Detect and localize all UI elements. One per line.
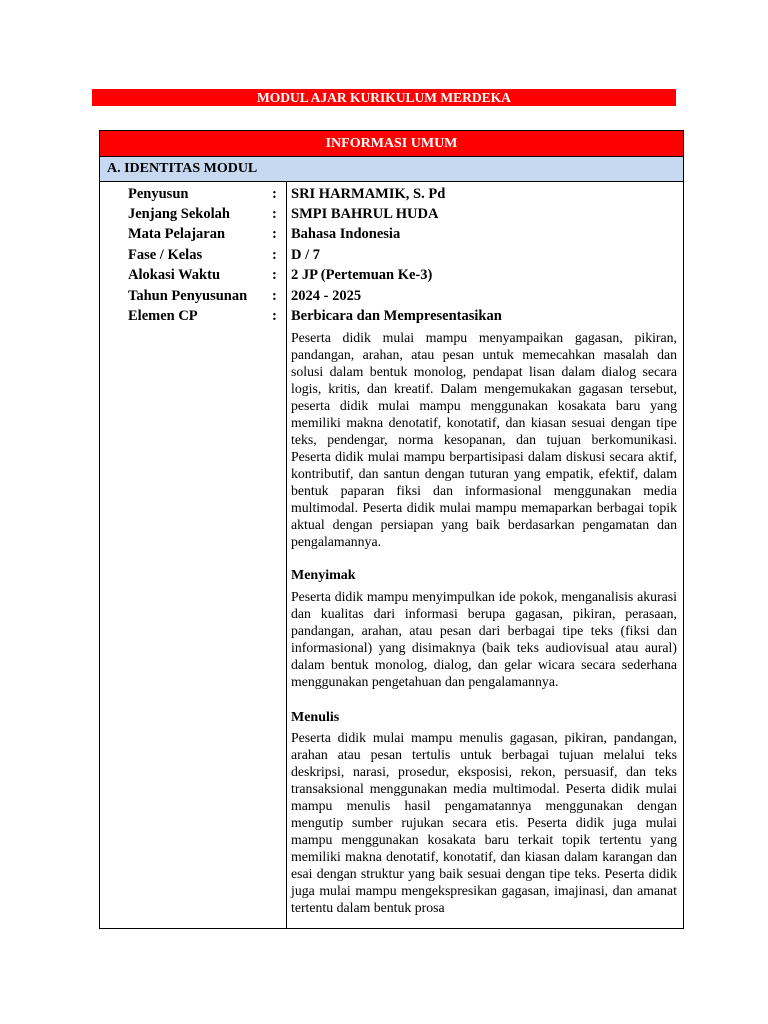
field-colon: : (272, 267, 277, 283)
cp-menyimak-heading: Menyimak (291, 568, 356, 583)
field-label: Tahun Penyusunan (128, 288, 248, 304)
identity-row-mata-pelajaran (100, 224, 684, 244)
field-label: Penyusun (128, 186, 189, 202)
field-value: 2024 - 2025 (291, 288, 362, 304)
field-value: Berbicara dan Mempresentasikan (291, 308, 502, 324)
field-colon: : (272, 288, 277, 304)
field-colon: : (272, 247, 277, 263)
field-value: Bahasa Indonesia (291, 226, 401, 242)
identity-row-jenjang-sekolah (100, 204, 684, 224)
field-colon: : (272, 226, 277, 242)
field-value: 2 JP (Pertemuan Ke-3) (291, 267, 433, 283)
info-table (99, 130, 684, 929)
document-title-banner: MODUL AJAR KURIKULUM MERDEKA (92, 89, 676, 106)
identity-row-alokasi-waktu (100, 265, 684, 285)
section-header: INFORMASI UMUM (100, 131, 683, 157)
identity-row-tahun-penyusunan (100, 286, 684, 306)
identity-row-penyusun (100, 184, 684, 204)
field-label: Elemen CP (128, 308, 198, 324)
identity-row-fase-kelas (100, 245, 684, 265)
field-label: Fase / Kelas (128, 247, 203, 263)
cp-berbicara-paragraph: Peserta didik mulai mampu menyampaikan gagasan, pikiran, pandangan, arahan, atau pesan untuk memecahkan masalah dan solusi dalam bentuk monolog, pendapat lisan dalam dialog secara logis, kritis, dan kreatif. Dalam mengemukakan gagasan tersebut, peserta didik mulai mampu menggunakan kosakata baru yang memiliki makna denotatif, konotatif, dan kiasan sesuai dengan tipe teks, pendengar, norma kesopanan, dan tujuan berkomunikasi. Peserta didik mulai mampu berpartisipasi dalam diskusi secara aktif, kontributif, dan santun dengan tuturan yang empatik, efektif, dalam bentuk paparan fiksi dan informasional menggunakan media multimodal. Peserta didik mulai mampu memaparkan berbagai topik aktual dengan persiapan yang baik berdasarkan pengamatan dan pengalamannya. (291, 330, 677, 549)
cp-menulis-paragraph: Peserta didik mulai mampu menulis gagasan, pikiran, pandangan, arahan atau pesan tertulis untuk berbagai tujuan melalui teks deskripsi, narasi, prosedur, eksposisi, rekon, persuasif, dan teks transaksional menggunakan media multimodal. Peserta didik mulai mampu menulis hasil pengamatannya menggunakan dengan mengutip sumber rujukan secara etis. Peserta didik juga mulai mampu menggunakan kosakata baru terkait topik tertentu yang memiliki makna denotatif, konotatif, dan kiasan dalam karangan dan esai dengan struktur yang baik sesuai dengan tipe teks. Peserta didik juga mulai mampu mengekspresikan gagasan, imajinasi, dan amanat tertentu dalam bentuk prosa (291, 730, 677, 915)
cp-menyimak-paragraph: Peserta didik mampu menyimpulkan ide pokok, menganalisis akurasi dan kualitas dari informasi berupa gagasan, pikiran, perasaan, pandangan, arahan, atau pesan dari berbagai tipe teks (fiksi dan informasional) yang disimaknya (baik teks audiovisual atau aural) dalam bentuk monolog, dialog, dan gelar wicara secara sederhana menggunakan pengetahuan dan pengalamannya. (291, 589, 677, 689)
field-label: Mata Pelajaran (128, 226, 226, 242)
section-title: A. IDENTITAS MODUL (100, 157, 683, 182)
field-label: Jenjang Sekolah (128, 206, 230, 222)
field-colon: : (272, 206, 277, 222)
field-value: SRI HARMAMIK, S. Pd (291, 186, 446, 202)
field-colon: : (272, 308, 277, 324)
field-label: Alokasi Waktu (128, 267, 221, 283)
identity-row-elemen-cp (100, 306, 684, 326)
field-colon: : (272, 186, 277, 202)
cp-menulis-heading: Menulis (291, 710, 340, 725)
field-value: SMPI BAHRUL HUDA (291, 206, 439, 222)
field-value: D / 7 (291, 247, 320, 263)
